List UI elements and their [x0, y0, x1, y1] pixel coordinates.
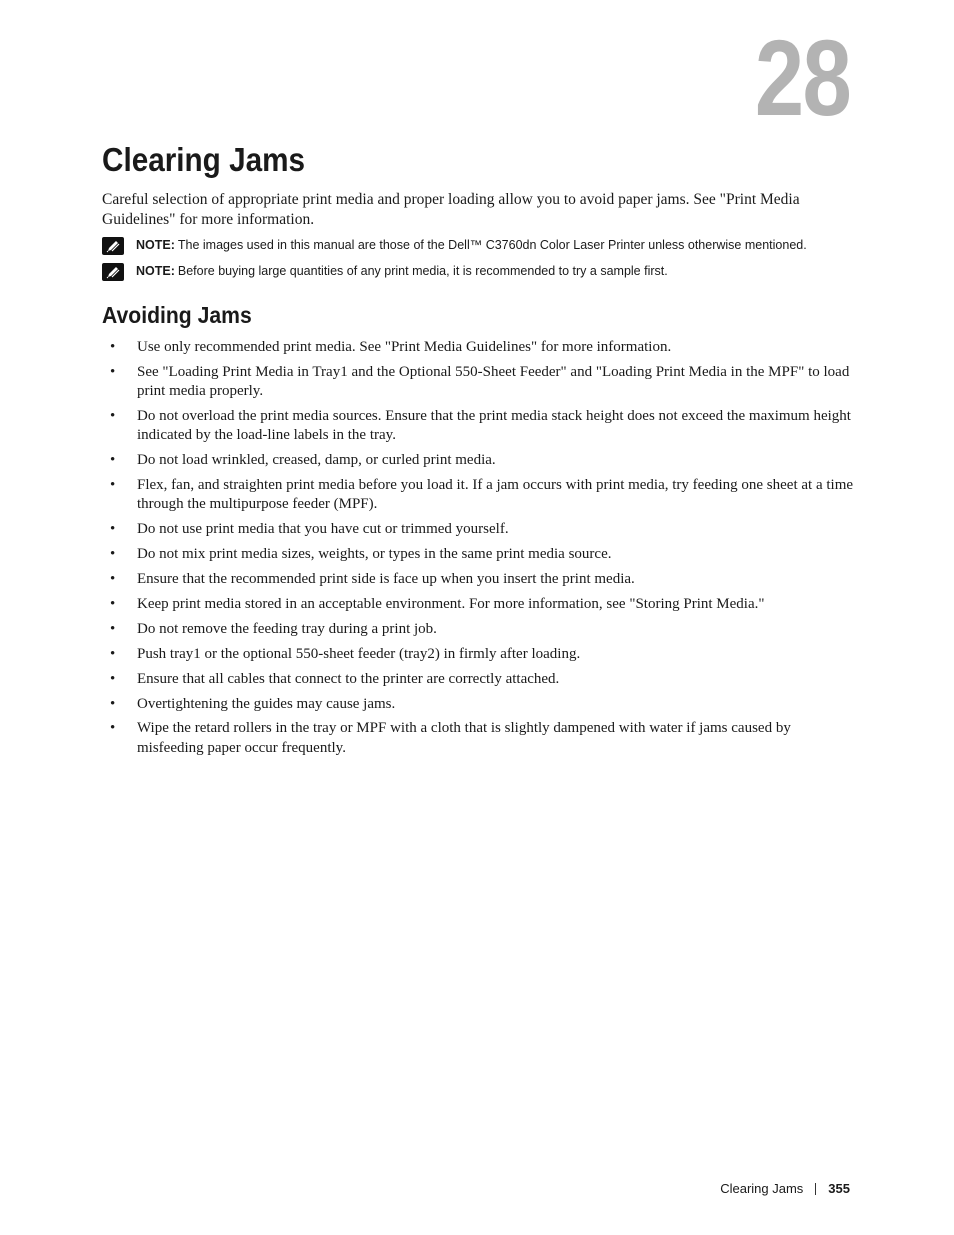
chapter-number: 28 [754, 17, 850, 138]
list-item: • Flex, fan, and straighten print media before you load it. If a jam occurs with print media, try feeding one sheet at a time through the multipurpose feeder (MPF). [102, 476, 854, 515]
list-item: • Use only recommended print media. See "Print Media Guidelines" for more information. [102, 338, 854, 357]
note-sample [102, 263, 862, 281]
footer-section-name: Clearing Jams [720, 1181, 804, 1196]
note-body: Before buying large quantities of any print media, it is recommended to try a sample first. [177, 264, 668, 278]
note-text [136, 263, 668, 279]
note-body: The images used in this manual are those of the Dell™ C3760dn Color Laser Printer unless otherwise mentioned. [177, 238, 807, 252]
list-item: • Overtightening the guides may cause jams. [102, 695, 854, 714]
note-label: NOTE: [136, 264, 175, 278]
pencil-note-icon [102, 237, 124, 255]
section-title: Avoiding Jams [102, 302, 252, 328]
list-item: • Push tray1 or the optional 550-sheet feeder (tray2) in firmly after loading. [102, 645, 854, 664]
page-number: 355 [828, 1181, 850, 1196]
pencil-note-icon [102, 263, 124, 281]
bullet-list [102, 338, 854, 764]
list-item: • Do not mix print media sizes, weights, or types in the same print media source. [102, 545, 854, 564]
page-footer [720, 1180, 850, 1198]
list-item: • Do not use print media that you have cut or trimmed yourself. [102, 520, 854, 539]
list-item: • Ensure that the recommended print side is face up when you insert the print media. [102, 570, 854, 589]
list-item: • Wipe the retard rollers in the tray or MPF with a cloth that is slightly dampened with water if jams caused by misfeeding paper occur frequently. [102, 719, 854, 758]
list-item: • Do not overload the print media sources. Ensure that the print media stack height does not exceed the maximum height indicated by the load-line labels in the tray. [102, 407, 854, 446]
footer-divider [815, 1183, 816, 1195]
list-item: • Do not load wrinkled, creased, damp, or curled print media. [102, 451, 854, 470]
list-item: • See "Loading Print Media in Tray1 and the Optional 550-Sheet Feeder" and "Loading Print Media in the MPF" to load print media properly. [102, 363, 854, 402]
note-images [102, 237, 862, 255]
list-item: • Keep print media stored in an acceptable environment. For more information, see "Storing Print Media." [102, 595, 854, 614]
page-title: Clearing Jams [102, 141, 306, 178]
list-item: • Ensure that all cables that connect to the printer are correctly attached. [102, 670, 854, 689]
note-text [136, 237, 807, 253]
note-label: NOTE: [136, 238, 175, 252]
list-item: • Do not remove the feeding tray during a print job. [102, 620, 854, 639]
intro-paragraph: Careful selection of appropriate print media and proper loading allow you to avoid paper jams. See "Print Media Guidelines" for more information. [102, 191, 800, 228]
